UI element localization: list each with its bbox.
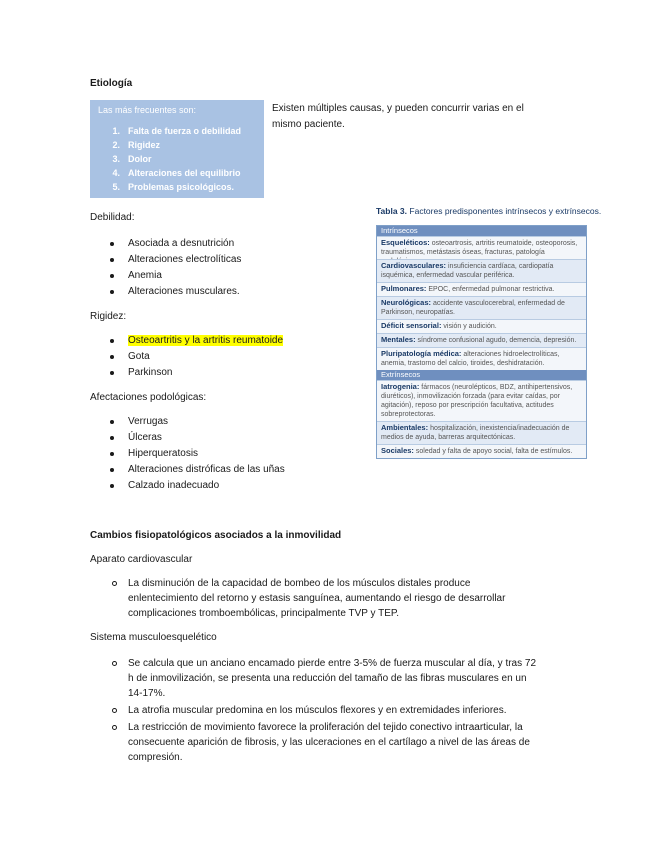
factors-table: [376, 205, 602, 490]
cardio-heading: Aparato cardiovascular: [90, 554, 193, 565]
etiologia-heading: Etiología: [90, 78, 133, 89]
list-item: Hiperqueratosis: [90, 446, 285, 462]
table-row: Cardiovasculares: insuficiencia cardíaca, cardiopatía isquémica, enfermedad vascular periférica.: [377, 259, 586, 282]
table-row: Ambientales: hospitalización, inexistencia/inadecuación de medios de ayuda, barreras arquitectónicas.: [377, 421, 586, 444]
table-row: Pulmonares: EPOC, enfermedad pulmonar restrictiva.: [377, 282, 586, 296]
list-item: Alteraciones musculares.: [90, 284, 241, 300]
list-item: 2. Rigidez: [112, 140, 161, 150]
table-section-header: Intrínsecos: [377, 226, 586, 236]
table-row: Déficit sensorial: visión y audición.: [377, 319, 586, 333]
table-row: Pluripatología médica: alteraciones hidroelectrolíticas, anemia, trastorno del calcio, tiroides, deshidratación.: [377, 347, 586, 370]
list-item: Asociada a desnutrición: [90, 236, 241, 252]
list-item: Anemia: [90, 268, 241, 284]
musculo-list: [90, 656, 538, 767]
list-item: Verrugas: [90, 414, 285, 430]
list-item: 5. Problemas psicológicos.: [112, 182, 235, 192]
list-item: [90, 333, 283, 349]
cambios-heading: Cambios fisiopatológicos asociados a la inmovilidad: [90, 530, 342, 541]
frequent-causes-list: [98, 124, 241, 194]
musculo-heading: Sistema musculoesquelético: [90, 632, 217, 643]
list-item: La atrofia muscular predomina en los músculos flexores y en extremidades inferiores.: [90, 703, 538, 718]
list-item: Úlceras: [90, 430, 285, 446]
table-caption: Tabla 3. Factores predisponentes intrínsecos y extrínsecos.: [376, 206, 602, 216]
list-item: La restricción de movimiento favorece la proliferación del tejido conectivo intraarticular, la consecuente aparición de fibrosis, y las ulceraciones en el cartílago a nivel de las áreas de compresión.: [90, 720, 538, 765]
rigidez-list: [90, 333, 283, 381]
cardio-list: [90, 576, 538, 623]
table-row: Neurológicas: accidente vasculocerebral, enfermedad de Parkinson, neuropatías.: [377, 296, 586, 319]
table-section-header: Extrínsecos: [377, 370, 586, 380]
list-item: 4. Alteraciones del equilibrio: [112, 168, 241, 178]
frequent-causes-title: Las más frecuentes son:: [98, 105, 197, 115]
list-item: Parkinson: [90, 365, 283, 381]
table-frame: [376, 225, 587, 459]
table-row: Esqueléticos: osteoartrosis, artritis reumatoide, osteoporosis, traumatismos, metástasis óseas, fracturas, patología: [377, 236, 586, 259]
debilidad-list: [90, 236, 241, 300]
debilidad-heading: Debilidad:: [90, 212, 135, 223]
list-item: Gota: [90, 349, 283, 365]
list-item: Alteraciones distróficas de las uñas: [90, 462, 285, 478]
list-item: Se calcula que un anciano encamado pierde entre 3-5% de fuerza muscular al día, y tras 72 h de inmovilización, se presenta una reducción del tamaño de las fibras musculares en un 14-17%.: [90, 656, 538, 701]
list-item: 3. Dolor: [112, 154, 152, 164]
table-row: Sociales: soledad y falta de apoyo social, falta de estímulos.: [377, 444, 586, 458]
list-item: 1. Falta de fuerza o debilidad: [112, 126, 242, 136]
list-item: Alteraciones electrolíticas: [90, 252, 241, 268]
etiologia-intro: Existen múltiples causas, y pueden concurrir varias en el mismo paciente.: [272, 103, 524, 130]
frequent-causes-box: [90, 100, 264, 198]
highlighted-text: Osteoartritis y la artritis reumatoide: [128, 335, 284, 346]
table-row: Iatrogenia: fármacos (neurolépticos, BDZ, antihipertensivos, diuréticos), inmovilización forzada (para evitar caídas, por agitación), reposo por prescripción facultativa, actitudes sobreprotectoras.: [377, 380, 586, 421]
list-item: Calzado inadecuado: [90, 478, 285, 494]
podologicas-heading: Afectaciones podológicas:: [90, 392, 207, 403]
list-item: La disminución de la capacidad de bombeo de los músculos distales produce enlentecimiento del retorno y estasis sanguínea, aumentando el riesgo de desarrollar complicaciones tromboembólicas, principalmente TVP y TEP.: [90, 576, 538, 621]
table-row: Mentales: síndrome confusional agudo, demencia, depresión.: [377, 333, 586, 347]
rigidez-heading: Rigidez:: [90, 311, 127, 322]
podologicas-list: [90, 414, 285, 494]
